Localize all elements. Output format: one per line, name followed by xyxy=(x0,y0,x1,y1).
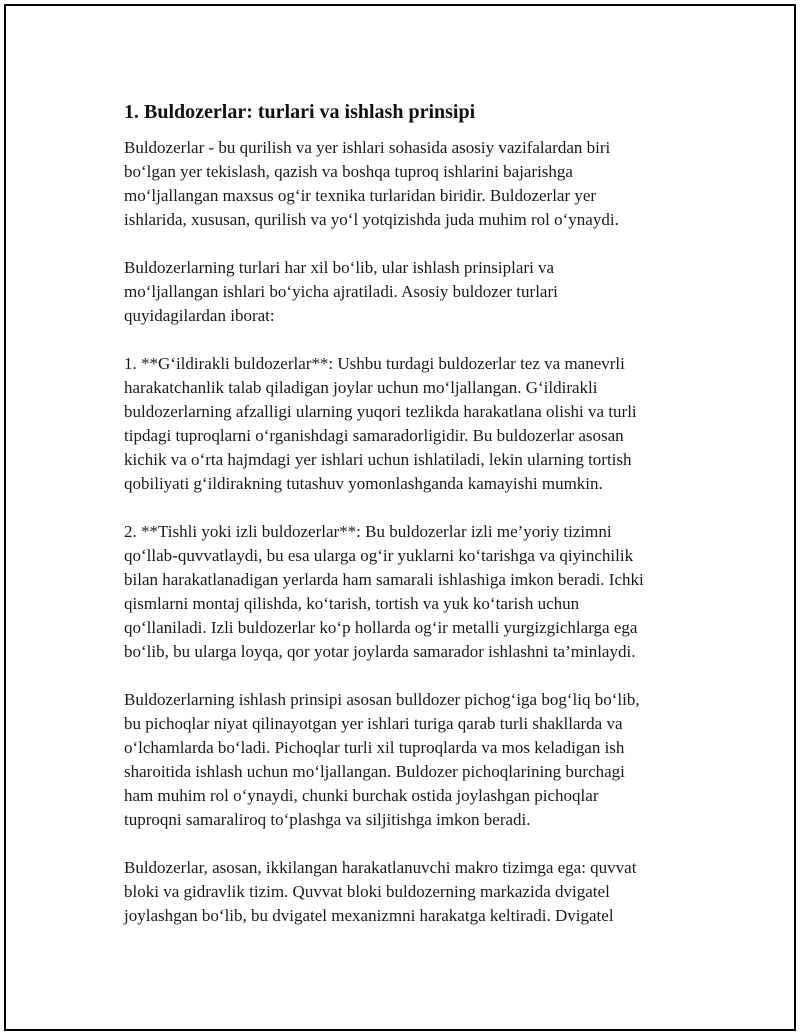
paragraph-line: Buldozerlarning turlari har xil bo‘lib, ular ishlash prinsiplari va xyxy=(124,258,555,277)
paragraph-line: qo‘llaniladi. Izli buldozerlar ko‘p hollarda og‘ir metalli yurgizgichlarga ega xyxy=(124,618,638,637)
paragraph-line: Buldozerlar, asosan, ikkilangan harakatlanuvchi makro tizimga ega: quvvat xyxy=(124,858,637,877)
paragraph-line: ishlarida, xususan, qurilish va yo‘l yotqizishda juda muhim rol o‘ynaydi. xyxy=(124,210,619,229)
paragraph-spacer xyxy=(124,496,684,520)
paragraph-line: qobiliyati g‘ildirakning tutashuv yomonlashganda kamayishi mumkin. xyxy=(124,474,603,493)
paragraph-line: Buldozerlarning ishlash prinsipi asosan bulldozer pichog‘iga bog‘liq bo‘lib, xyxy=(124,690,640,709)
document-body xyxy=(124,98,684,928)
paragraph-line: mo‘ljallangan maxsus og‘ir texnika turlaridan biridir. Buldozerlar yer xyxy=(124,186,597,205)
paragraph-line: sharoitida ishlash uchun mo‘ljallangan. Buldozer pichoqlarining burchagi xyxy=(124,762,625,781)
paragraph-line: Buldozerlar - bu qurilish va yer ishlari sohasida asosiy vazifalardan biri xyxy=(124,138,611,157)
page-frame xyxy=(4,4,796,1031)
paragraph-line: joylashgan bo‘lib, bu dvigatel mexanizmni harakatga keltiradi. Dvigatel xyxy=(124,906,614,925)
paragraph-line: qo‘llab-quvvatlaydi, bu esa ularga og‘ir yuklarni ko‘tarishga va qiyinchilik xyxy=(124,546,634,565)
paragraph-line: qismlarni montaj qilishda, ko‘tarish, tortish va yuk ko‘tarish uchun xyxy=(124,594,580,613)
paragraph-line: quyidagilardan iborat: xyxy=(124,306,275,325)
paragraph xyxy=(124,136,684,232)
paragraph-line: bu pichoqlar niyat qilinayotgan yer ishlari turiga qarab turli shakllarda va xyxy=(124,714,623,733)
paragraph-line: tuproqni samaraliroq to‘plashga va siljitishga imkon beradi. xyxy=(124,810,531,829)
paragraph-line: bloki va gidravlik tizim. Quvvat bloki buldozerning markazida dvigatel xyxy=(124,882,610,901)
paragraph-line: o‘lchamlarda bo‘ladi. Pichoqlar turli xil tuproqlarda va mos keladigan ish xyxy=(124,738,625,757)
paragraph xyxy=(124,352,684,496)
paragraph-spacer xyxy=(124,664,684,688)
paragraph-line: 1. **G‘ildirakli buldozerlar**: Ushbu turdagi buldozerlar tez va manevrli xyxy=(124,354,625,373)
paragraph-line: mo‘ljallangan ishlari bo‘yicha ajratiladi. Asosiy buldozer turlari xyxy=(124,282,558,301)
paragraph-line: tipdagi tuproqlarni o‘rganishdagi samaradorligidir. Bu buldozerlar asosan xyxy=(124,426,624,445)
paragraph-line: harakatchanlik talab qiladigan joylar uchun mo‘ljallangan. G‘ildirakli xyxy=(124,378,598,397)
paragraph-line: bilan harakatlanadigan yerlarda ham samarali ishlashiga imkon beradi. Ichki xyxy=(124,570,644,589)
paragraph-spacer xyxy=(124,328,684,352)
paragraph-spacer xyxy=(124,832,684,856)
paragraph-line: buldozerlarning afzalligi ularning yuqori tezlikda harakatlana olishi va turli xyxy=(124,402,637,421)
paragraph-line: bo‘lgan yer tekislash, qazish va boshqa tuproq ishlarini bajarishga xyxy=(124,162,573,181)
paragraph-spacer xyxy=(124,232,684,256)
paragraph-list xyxy=(124,136,684,928)
paragraph-line: 2. **Tishli yoki izli buldozerlar**: Bu buldozerlar izli me’yoriy tizimni xyxy=(124,522,612,541)
paragraph xyxy=(124,520,684,664)
paragraph-line: bo‘lib, bu ularga loyqa, qor yotar joylarda samarador ishlashni ta’minlaydi. xyxy=(124,642,636,661)
section-heading: 1. Buldozerlar: turlari va ishlash prinsipi xyxy=(124,101,476,123)
paragraph xyxy=(124,256,684,328)
paragraph xyxy=(124,856,684,928)
paragraph-line: ham muhim rol o‘ynaydi, chunki burchak ostida joylashgan pichoqlar xyxy=(124,786,599,805)
paragraph-line: kichik va o‘rta hajmdagi yer ishlari uchun ishlatiladi, lekin ularning tortish xyxy=(124,450,632,469)
paragraph xyxy=(124,688,684,832)
